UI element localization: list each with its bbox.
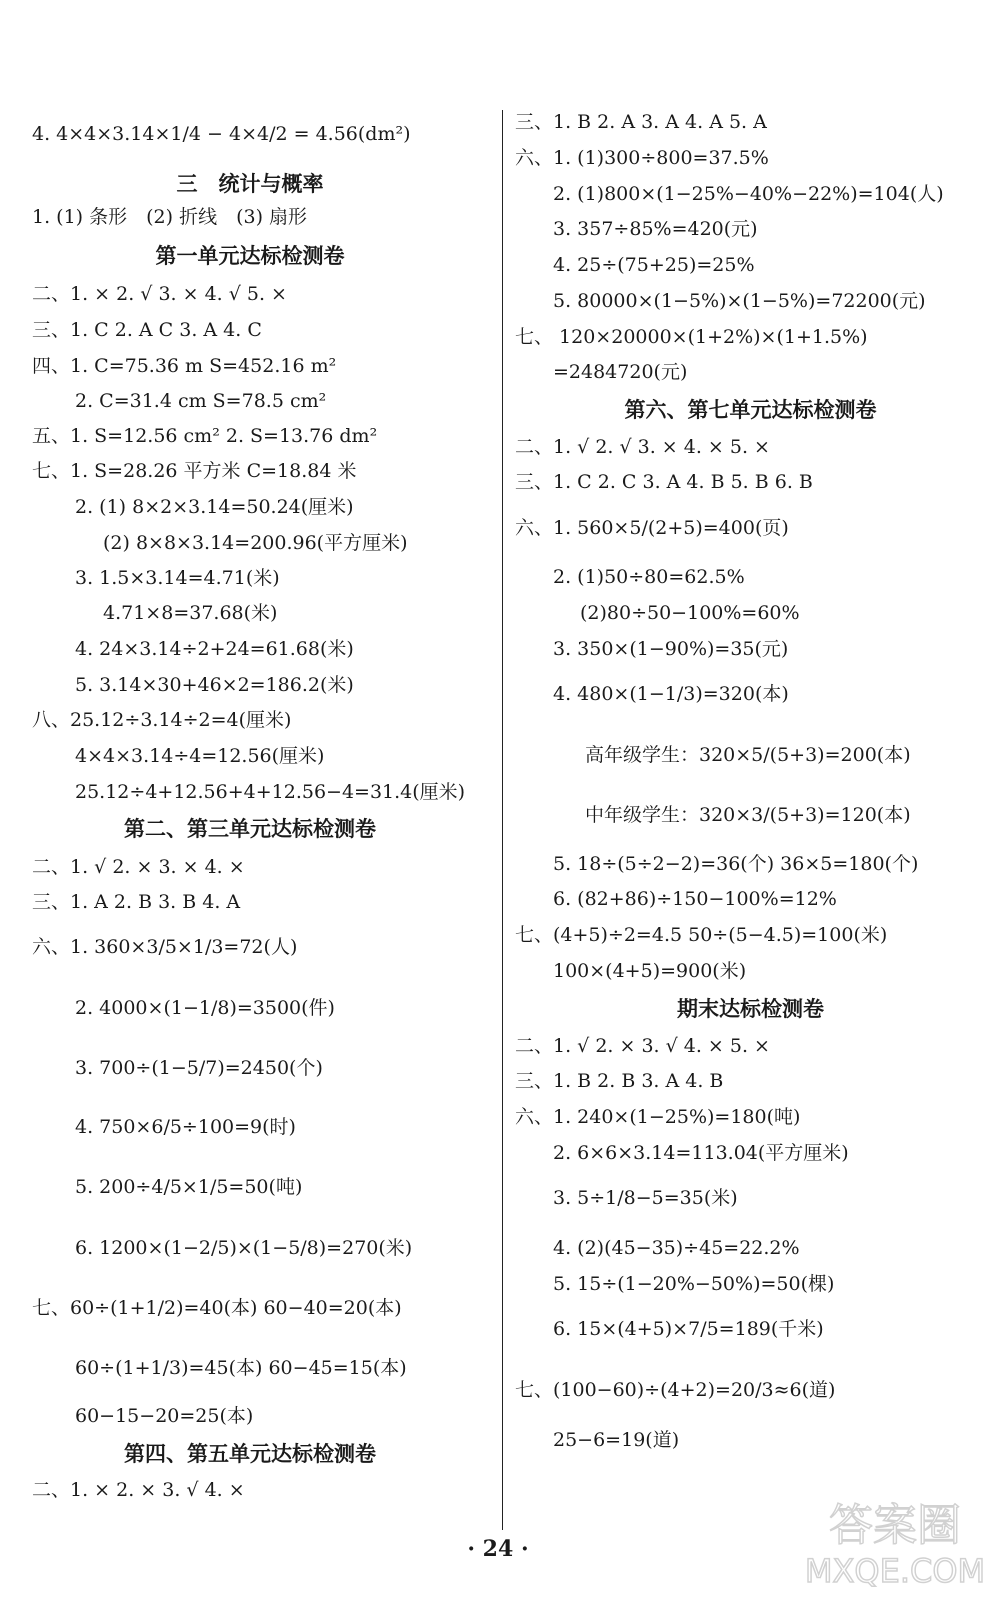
answer-line: 七、1. S=28.26 平方米 C=18.84 米: [32, 460, 357, 482]
answer-line: 4. 24×3.14÷2+24=61.68(米): [75, 638, 354, 660]
answer-line: 3. 5÷1/8−5=35(米): [553, 1187, 738, 1209]
section-heading: 第一单元达标检测卷: [155, 244, 345, 268]
answer-line: 高年级学生：320×5/(5+3)=200(本): [585, 744, 911, 766]
answer-line: 六、1. (1)300÷800=37.5%: [515, 147, 769, 169]
answer-line: 2. (1)50÷80=62.5%: [553, 566, 745, 588]
answer-line: 6. 1200×(1−2/5)×(1−5/8)=270(米): [75, 1237, 413, 1259]
answer-line: 5. 15÷(1−20%−50%)=50(棵): [553, 1273, 835, 1295]
answer-line: 三、1. A 2. B 3. B 4. A: [32, 891, 241, 913]
section-heading: 期末达标检测卷: [677, 997, 824, 1021]
answer-line: 5. 3.14×30+46×2=186.2(米): [75, 674, 354, 696]
answer-line: 二、1. √ 2. × 3. √ 4. × 5. ×: [515, 1035, 770, 1057]
section-heading: 第二、第三单元达标检测卷: [124, 817, 376, 841]
answer-line: 二、1. √ 2. √ 3. × 4. × 5. ×: [515, 436, 770, 458]
answer-line: 六、1. 240×(1−25%)=180(吨): [515, 1106, 801, 1128]
answer-line: (2)80÷50−100%=60%: [580, 602, 800, 624]
section-heading: 三 统计与概率: [176, 172, 324, 196]
answer-line: 25−6=19(道): [553, 1429, 680, 1451]
answer-line: 4×4×3.14÷4=12.56(厘米): [75, 745, 325, 767]
answer-line: 2. (1) 8×2×3.14=50.24(厘米): [75, 496, 354, 518]
answer-line: 3. 357÷85%=420(元): [553, 218, 758, 240]
answer-line: 4.71×8=37.68(米): [103, 602, 278, 624]
answer-line: (2) 8×8×3.14=200.96(平方厘米): [103, 532, 408, 554]
answer-line: 25.12÷4+12.56+4+12.56−4=31.4(厘米): [75, 781, 466, 803]
answer-line: 3. 700÷(1−5/7)=2450(个): [75, 1057, 323, 1079]
answer-line: 2. (1)800×(1−25%−40%−22%)=104(人): [553, 183, 944, 205]
answer-line: 二、1. × 2. √ 3. × 4. √ 5. ×: [32, 283, 287, 305]
answer-line: 七、 120×20000×(1+2%)×(1+1.5%): [515, 326, 868, 348]
answer-line: 中年级学生：320×3/(5+3)=120(本): [585, 804, 911, 826]
answer-line: 三、1. C 2. C 3. A 4. B 5. B 6. B: [515, 471, 813, 493]
answer-line: 二、1. × 2. × 3. √ 4. ×: [32, 1479, 245, 1501]
answer-line: 6. 15×(4+5)×7/5=189(千米): [553, 1318, 824, 1340]
answer-line: 4. 4×4×3.14×1/4 − 4×4/2 = 4.56(dm²): [32, 123, 411, 145]
watermark-text-cn: 答案圈: [829, 1500, 961, 1551]
section-heading: 第六、第七单元达标检测卷: [624, 398, 877, 422]
answer-line: 3. 1.5×3.14=4.71(米): [75, 567, 280, 589]
answer-line: 六、1. 560×5/(2+5)=400(页): [515, 517, 789, 539]
answer-line: 5. 80000×(1−5%)×(1−5%)=72200(元): [553, 290, 926, 312]
answer-line: 5. 18÷(5÷2−2)=36(个) 36×5=180(个): [553, 853, 919, 875]
answer-line: 六、1. 360×3/5×1/3=72(人): [32, 936, 298, 958]
answer-line: 4. 25÷(75+25)=25%: [553, 254, 755, 276]
watermark-text-url: MXQE.COM: [804, 1552, 986, 1590]
answer-line: 5. 200÷4/5×1/5=50(吨): [75, 1176, 303, 1198]
answer-line: 五、1. S=12.56 cm² 2. S=13.76 dm²: [32, 425, 378, 447]
answer-line: 七、(4+5)÷2=4.5 50÷(5−4.5)=100(米): [515, 924, 888, 946]
answer-line: 100×(4+5)=900(米): [553, 960, 747, 982]
answer-line: 4. 750×6/5÷100=9(时): [75, 1116, 296, 1138]
answer-line: 2. C=31.4 cm S=78.5 cm²: [75, 390, 327, 412]
answer-line: 四、1. C=75.36 m S=452.16 m²: [32, 355, 337, 377]
answer-line: 4. 480×(1−1/3)=320(本): [553, 683, 789, 705]
answer-line: 60÷(1+1/3)=45(本) 60−45=15(本): [75, 1357, 407, 1379]
answer-line: 七、(100−60)÷(4+2)=20/3≈6(道): [515, 1379, 836, 1401]
answer-line: =2484720(元): [553, 361, 688, 383]
answer-line: 三、1. C 2. A C 3. A 4. C: [32, 319, 262, 341]
answer-line: 二、1. √ 2. × 3. × 4. ×: [32, 856, 245, 878]
answer-line: 三、1. B 2. A 3. A 4. A 5. A: [515, 111, 767, 133]
answer-line: 4. (2)(45−35)÷45=22.2%: [553, 1237, 800, 1259]
section-heading: 第四、第五单元达标检测卷: [124, 1442, 376, 1466]
column-divider: [502, 110, 503, 1530]
answer-line: 2. 6×6×3.14=113.04(平方厘米): [553, 1142, 849, 1164]
answer-line: 七、60÷(1+1/2)=40(本) 60−40=20(本): [32, 1297, 402, 1319]
answer-line: 6. (82+86)÷150−100%=12%: [553, 888, 837, 910]
answer-line: 1. (1) 条形 (2) 折线 (3) 扇形: [32, 206, 308, 228]
page-number: · 24 ·: [467, 1536, 529, 1562]
answer-line: 2. 4000×(1−1/8)=3500(件): [75, 997, 335, 1019]
answer-line: 八、25.12÷3.14÷2=4(厘米): [32, 709, 292, 731]
answer-line: 3. 350×(1−90%)=35(元): [553, 638, 789, 660]
answer-line: 三、1. B 2. B 3. A 4. B: [515, 1070, 724, 1092]
answer-line: 60−15−20=25(本): [75, 1405, 254, 1427]
